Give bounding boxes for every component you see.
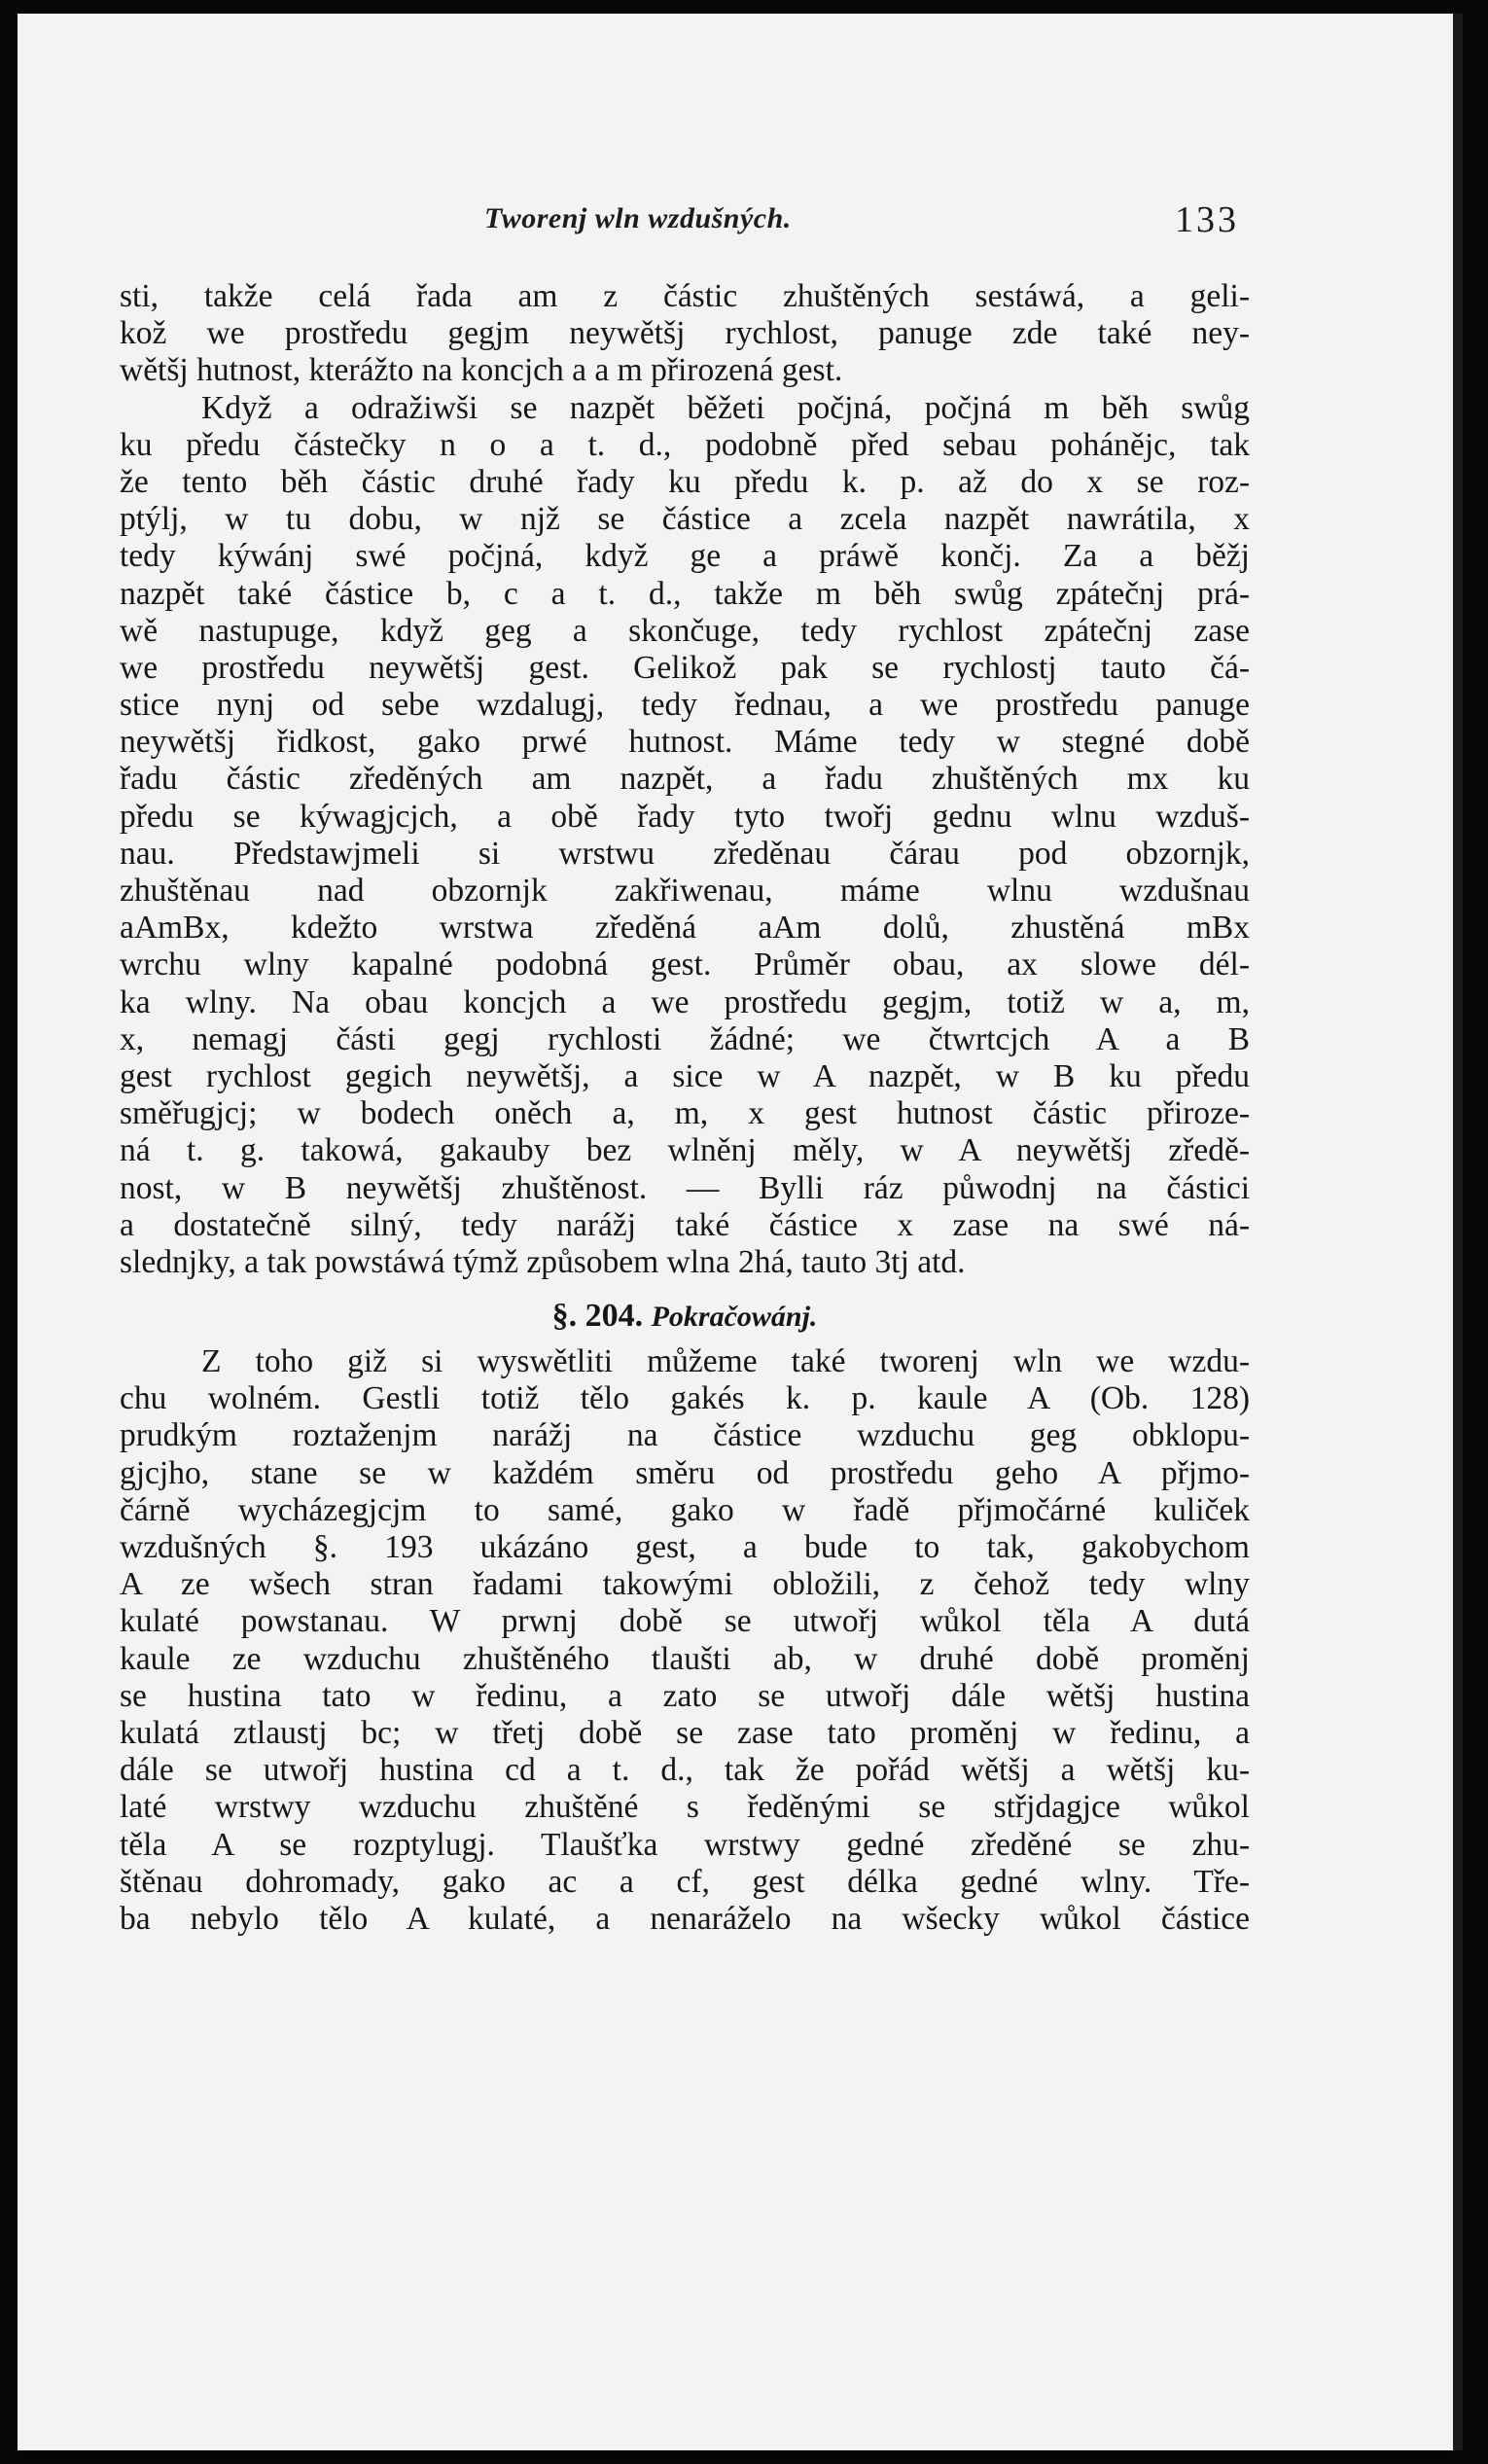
text-line: kulaté powstanau. W prwnj době se utwořj wůkol těla A dutá <box>120 1603 1250 1640</box>
text-line: kaule ze wzduchu zhuštěného tlaušti ab, w druhé době proměnj <box>120 1640 1250 1677</box>
book-page <box>18 14 1453 2450</box>
text-line: we prostředu neywětšj gest. Gelikož pak se rychlostj tauto čá- <box>120 649 1250 686</box>
text-line: tedy kýwánj swé počjná, když ge a práwě končj. Za a běžj <box>120 538 1250 575</box>
text-line: nost, w B neywětšj zhuštěnost. — Bylli ráz půwodnj na částici <box>120 1169 1250 1206</box>
text-line: že tento běh částic druhé řady ku předu k. p. až do x se roz- <box>120 463 1250 500</box>
text-line: ba nebylo tělo A kulaté, a nenaráželo na wšecky wůkol částice <box>120 1900 1250 1937</box>
running-title: Tworenj wln wzdušných. <box>484 202 792 234</box>
paragraph-2 <box>120 390 1250 1282</box>
text-line: nau. Předstawjmeli si wrstwu zředěnau čárau pod obzornjk, <box>120 835 1250 872</box>
text-line: aAmBx, kdežto wrstwa zředěná aAm dolů, zhustěná mBx <box>120 910 1250 946</box>
text-line: gest rychlost gegich neywětšj, a sice w A nazpět, w B ku předu <box>120 1057 1250 1094</box>
text-line: prudkým roztaženjm narážj na částice wzduchu geg obklopu- <box>120 1417 1250 1454</box>
text-line: Z toho giž si wyswětliti můžeme také tworenj wln we wzdu- <box>201 1343 1250 1380</box>
text-line: kož we prostředu gegjm neywětšj rychlost, panuge zde také ney- <box>120 315 1250 352</box>
text-line: nazpět také částice b, c a t. d., takže m běh swůg zpátečnj prá- <box>120 575 1250 612</box>
text-line: se hustina tato w ředinu, a zato se utwořj dále wětšj hustina <box>120 1677 1250 1714</box>
text-line: neywětšj řidkost, gako prwé hutnost. Máme tedy w stegné době <box>120 724 1250 761</box>
paragraph-1 <box>120 278 1250 390</box>
text-line: sti, takže celá řada am z částic zhuštěných sestáwá, a geli- <box>120 278 1250 314</box>
text-line: ná t. g. takowá, gakauby bez wlněnj měly, w A neywětšj zředě- <box>120 1132 1250 1169</box>
text-line: slednjky, a tak powstáwá týmž způsobem wlna 2há, tauto 3tj atd. <box>120 1243 966 1280</box>
text-line: a dostatečně silný, tedy narážj také částice x zase na swé ná- <box>120 1206 1250 1243</box>
text-line: ptýlj, w tu dobu, w njž se částice a zcela nazpět nawrátila, x <box>120 501 1250 538</box>
text-line: gjcjho, stane se w každém směru od prostředu geho A přjmo- <box>120 1454 1250 1491</box>
page-edge <box>1453 14 1463 2450</box>
text-line: předu se kýwagjcjch, a obě řady tyto twořj gednu wlnu wzduš- <box>120 798 1250 835</box>
text-line: wrchu wlny kapalné podobná gest. Průměr obau, ax slowe dél- <box>120 946 1250 983</box>
text-line: Když a odražiwši se nazpět běžeti počjná, počjná m běh swůg <box>201 389 1250 426</box>
text-line: ku předu částečky n o a t. d., podobně před sebau pohánějc, tak <box>120 426 1250 463</box>
text-line: dále se utwořj hustina cd a t. d., tak že pořád wětšj a wětšj ku- <box>120 1752 1250 1789</box>
text-line: stice nynj od sebe wzdalugj, tedy řednau, a we prostředu panuge <box>120 687 1250 724</box>
text-line: směřugjcj; w bodech oněch a, m, x gest hutnost částic přiroze- <box>120 1095 1250 1132</box>
text-line: kulatá ztlaustj bc; w třetj době se zase tato proměnj w ředinu, a <box>120 1714 1250 1751</box>
page-number: 133 <box>1175 199 1239 240</box>
section-heading <box>120 1281 1250 1343</box>
text-line: wzdušných §. 193 ukázáno gest, a bude to tak, gakobychom <box>120 1529 1250 1565</box>
text-line: těla A se rozptylugj. Tlaušťka wrstwy gedné zředěné se zhu- <box>120 1826 1250 1863</box>
section-title: Pokračowánj. <box>651 1301 818 1334</box>
text-line: laté wrstwy wzduchu zhuštěné s ředěnými se střjdagjce wůkol <box>120 1789 1250 1826</box>
page-body <box>120 278 1250 1938</box>
text-line: řadu částic zředěných am nazpět, a řadu zhuštěných mx ku <box>120 761 1250 798</box>
text-line: čárně wycházegjcjm to samé, gako w řadě přjmočárné kuliček <box>120 1491 1250 1528</box>
text-line: wě nastupuge, když geg a skončuge, tedy rychlost zpátečnj zase <box>120 612 1250 649</box>
paragraph-3 <box>120 1343 1250 1938</box>
page-header <box>18 198 1453 241</box>
text-line: wětšj hutnost, kterážto na koncjch a a m přirozená gest. <box>120 352 843 389</box>
text-line: ka wlny. Na obau koncjch a we prostředu gegjm, totiž w a, m, <box>120 983 1250 1020</box>
section-number: §. 204. <box>551 1298 644 1335</box>
text-line: A ze wšech stran řadami takowými obložili, z čehož tedy wlny <box>120 1566 1250 1603</box>
text-line: x, nemagj části gegj rychlosti žádné; we čtwrtcjch A a B <box>120 1020 1250 1057</box>
text-line: zhuštěnau nad obzornjk zakřiwenau, máme wlnu wzdušnau <box>120 873 1250 909</box>
text-line: chu wolném. Gestli totiž tělo gakés k. p. kaule A (Ob. 128) <box>120 1380 1250 1417</box>
text-line: štěnau dohromady, gako ac a cf, gest délka gedné wlny. Tře- <box>120 1863 1250 1900</box>
